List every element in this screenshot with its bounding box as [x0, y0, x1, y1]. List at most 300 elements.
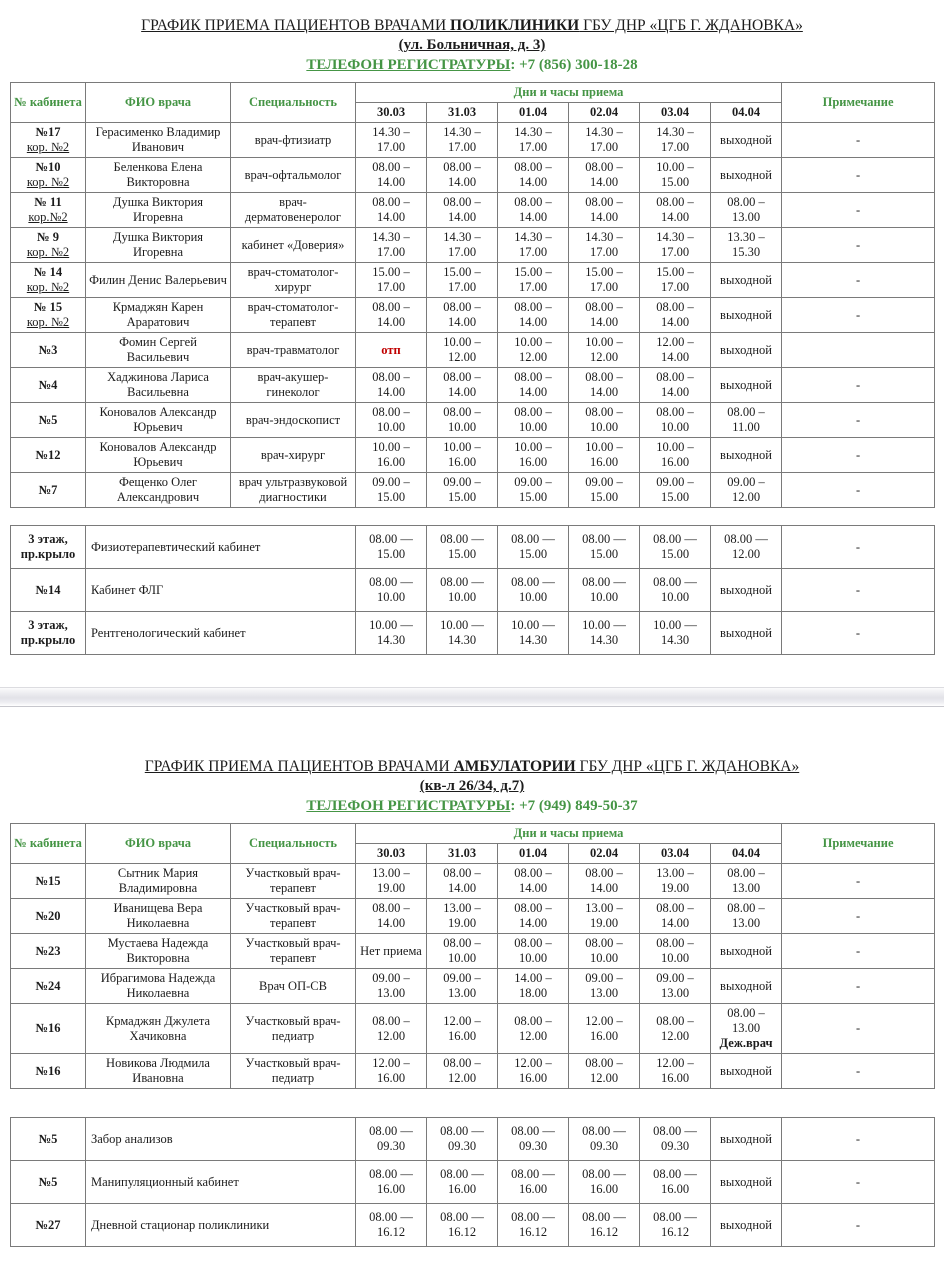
time-cell: 10.00 – 12.00: [498, 333, 569, 368]
time-cell: 12.00 – 16.00: [640, 1054, 711, 1089]
time-cell: 08.00 – 10.00: [427, 403, 498, 438]
schedule-row: [11, 1004, 935, 1054]
time-cell: 08.00 – 14.00: [498, 368, 569, 403]
date-header: 03.04: [640, 103, 711, 123]
time-cell: 15.00 – 17.00: [427, 263, 498, 298]
time-cell: 10.00 – 16.00: [640, 438, 711, 473]
schedule-row: [11, 228, 935, 263]
schedule-row: [11, 298, 935, 333]
room-name-cell: Физиотерапевтический кабинет: [86, 526, 356, 569]
schedule-row: [11, 1118, 935, 1161]
doctor-cell: Фещенко Олег Александрович: [86, 473, 231, 508]
time-cell: 15.00 – 17.00: [640, 263, 711, 298]
time-cell: 13.00 – 19.00: [569, 899, 640, 934]
time-cell: 08.00 — 09.30: [569, 1118, 640, 1161]
doctor-cell: Сытник Мария Владимировна: [86, 864, 231, 899]
time-cell: 10.00 – 15.00: [640, 158, 711, 193]
cabinet-number: №15: [35, 873, 61, 888]
time-cell: 08.00 – 12.00: [569, 1054, 640, 1089]
note-cell: -: [782, 612, 935, 655]
time-cell: 08.00 — 10.00: [569, 569, 640, 612]
time-cell: 10.00 – 16.00: [569, 438, 640, 473]
header-note: Примечание: [782, 824, 935, 864]
doctor-cell: Душка Виктория Игоревна: [86, 228, 231, 263]
specialty-cell: врач-дерматовенеролог: [231, 193, 356, 228]
schedule-row: [11, 1054, 935, 1089]
time-cell: 08.00 – 14.00: [640, 193, 711, 228]
duty-doctor-note: Деж.врач: [719, 1036, 773, 1051]
time-cell: 08.00 — 10.00: [356, 569, 427, 612]
note-cell: -: [782, 969, 935, 1004]
time-cell: 09.00 – 12.00: [711, 473, 782, 508]
specialty-cell: Участковый врач-терапевт: [231, 934, 356, 969]
time-cell: 08.00 — 16.00: [498, 1161, 569, 1204]
header-cabinet: № кабинета: [11, 83, 86, 123]
time-cell: 08.00 – 14.00: [356, 193, 427, 228]
document-page-2: [0, 757, 944, 1247]
ambulatoria-schedule-table: [10, 823, 935, 1089]
registry-phone-label: ТЕЛЕФОН РЕГИСТРАТУРЫ: [306, 797, 511, 814]
note-cell: -: [782, 123, 935, 158]
header-days: Дни и часы приема: [356, 824, 782, 844]
doctor-cell: Хаджинова Лариса Васильевна: [86, 368, 231, 403]
cabinet-cell: [11, 298, 86, 333]
ambulatoria-section-header: [10, 757, 934, 816]
time-cell: 08.00 – 14.00: [498, 298, 569, 333]
time-cell: 08.00 – 11.00: [711, 403, 782, 438]
note-cell: -: [782, 526, 935, 569]
time-cell: 08.00 — 10.00: [640, 569, 711, 612]
section-address: (ул. Больничная, д. 3): [398, 37, 546, 54]
time-cell: выходной: [711, 969, 782, 1004]
cabinet-korpus: кор. №2: [26, 280, 70, 295]
cabinet-number: №5: [38, 1174, 58, 1189]
cabinet-cell: [11, 193, 86, 228]
time-cell: 08.00 – 12.00: [427, 1054, 498, 1089]
time-cell: 08.00 – 10.00: [427, 934, 498, 969]
time-cell: 08.00 — 15.00: [427, 526, 498, 569]
specialty-cell: Участковый врач-терапевт: [231, 864, 356, 899]
time-cell: 14.00 – 18.00: [498, 969, 569, 1004]
note-cell: -: [782, 934, 935, 969]
date-header: 04.04: [711, 844, 782, 864]
time-cell: выходной: [711, 934, 782, 969]
note-cell: -: [782, 158, 935, 193]
cabinet-cell: [11, 1054, 86, 1089]
poliklinika-extra-body: [11, 526, 935, 655]
time-cell: 08.00 — 09.30: [498, 1118, 569, 1161]
table-header-row: [11, 83, 935, 103]
note-cell: -: [782, 864, 935, 899]
note-cell: [782, 333, 935, 368]
time-cell: 14.30 – 17.00: [498, 123, 569, 158]
time-cell: 09.00 – 15.00: [640, 473, 711, 508]
time-cell: 08.00 – 12.00: [640, 1004, 711, 1054]
time-cell: 08.00 – 13.00: [711, 899, 782, 934]
header-note: Примечание: [782, 83, 935, 123]
cabinet-korpus: пр.крыло: [20, 633, 76, 648]
room-name-cell: Манипуляционный кабинет: [86, 1161, 356, 1204]
cabinet-number: №27: [35, 1217, 61, 1232]
time-cell: Нет приема: [356, 934, 427, 969]
time-cell: 08.00 — 16.00: [640, 1161, 711, 1204]
date-header: 31.03: [427, 844, 498, 864]
time-text: 08.00 – 13.00: [727, 1006, 765, 1036]
time-text: отп: [381, 342, 401, 357]
schedule-row: [11, 1161, 935, 1204]
cabinet-cell: [11, 158, 86, 193]
doctor-cell: Мустаева Надежда Викторовна: [86, 934, 231, 969]
specialty-cell: кабинет «Доверия»: [231, 228, 356, 263]
section-title-suffix: ГБУ ДНР «ЦГБ Г. ЖДАНОВКА»: [575, 758, 800, 776]
schedule-row: [11, 1204, 935, 1247]
time-cell: 09.00 – 13.00: [356, 969, 427, 1004]
header-specialty: Специальность: [231, 824, 356, 864]
time-cell: 08.00 — 12.00: [711, 526, 782, 569]
time-cell: 10.00 – 16.00: [356, 438, 427, 473]
schedule-row: [11, 526, 935, 569]
note-cell: -: [782, 298, 935, 333]
time-cell: 08.00 – 13.00: [711, 864, 782, 899]
time-cell: 10.00 — 14.30: [569, 612, 640, 655]
note-cell: -: [782, 473, 935, 508]
time-cell: 08.00 – 10.00: [640, 934, 711, 969]
time-cell: 08.00 — 16.12: [498, 1204, 569, 1247]
note-cell: -: [782, 228, 935, 263]
time-cell: 08.00 – 14.00: [498, 193, 569, 228]
section-title: [10, 757, 934, 777]
schedule-row: [11, 193, 935, 228]
time-cell: 08.00 – 14.00: [569, 158, 640, 193]
note-cell: -: [782, 1161, 935, 1204]
time-cell: 08.00 – 14.00: [569, 193, 640, 228]
ambulatoria-extra-body: [11, 1118, 935, 1247]
time-cell: 12.00 – 16.00: [498, 1054, 569, 1089]
poliklinika-section-header: [10, 16, 934, 75]
section-title-prefix: ГРАФИК ПРИЕМА ПАЦИЕНТОВ ВРАЧАМИ: [144, 758, 454, 776]
date-header: 01.04: [498, 103, 569, 123]
time-cell: выходной: [711, 263, 782, 298]
registry-phone-label: ТЕЛЕФОН РЕГИСТРАТУРЫ: [306, 56, 511, 73]
note-cell: -: [782, 263, 935, 298]
cabinet-cell: [11, 899, 86, 934]
doctor-cell: Коновалов Александр Юрьевич: [86, 403, 231, 438]
time-cell: [711, 1004, 782, 1054]
header-cabinet: № кабинета: [11, 824, 86, 864]
schedule-row: [11, 864, 935, 899]
cabinet-number: №3: [38, 342, 58, 357]
doctor-cell: Коновалов Александр Юрьевич: [86, 438, 231, 473]
time-cell: 12.00 – 14.00: [640, 333, 711, 368]
header-doctor: ФИО врача: [86, 824, 231, 864]
time-cell: 10.00 – 12.00: [427, 333, 498, 368]
doctor-cell: Крмаджян Карен Араратович: [86, 298, 231, 333]
note-cell: -: [782, 193, 935, 228]
date-header: 30.03: [356, 103, 427, 123]
note-cell: -: [782, 1118, 935, 1161]
time-cell: 09.00 – 13.00: [640, 969, 711, 1004]
time-cell: 15.00 – 17.00: [356, 263, 427, 298]
schedule-row: [11, 934, 935, 969]
note-cell: -: [782, 569, 935, 612]
registry-phone: [10, 797, 934, 817]
time-cell: 08.00 — 16.00: [356, 1161, 427, 1204]
time-cell: 09.00 – 15.00: [427, 473, 498, 508]
schedule-row: [11, 368, 935, 403]
time-cell: 15.00 – 17.00: [569, 263, 640, 298]
doctor-cell: Иванищева Вера Николаевна: [86, 899, 231, 934]
time-cell: 08.00 – 10.00: [498, 934, 569, 969]
time-cell: 08.00 — 15.00: [640, 526, 711, 569]
cabinet-cell: [11, 569, 86, 612]
doctor-cell: Филин Денис Валерьевич: [86, 263, 231, 298]
time-cell: 15.00 – 17.00: [498, 263, 569, 298]
time-cell: 08.00 – 10.00: [356, 403, 427, 438]
time-cell: 08.00 – 14.00: [498, 864, 569, 899]
header-doctor: ФИО врача: [86, 83, 231, 123]
specialty-cell: врач-стоматолог-хирург: [231, 263, 356, 298]
ambulatoria-extra-table: [10, 1117, 935, 1247]
cabinet-cell: [11, 1118, 86, 1161]
cabinet-number: 3 этаж,: [28, 532, 68, 547]
schedule-row: [11, 403, 935, 438]
room-name-cell: Кабинет ФЛГ: [86, 569, 356, 612]
time-cell: 08.00 – 10.00: [569, 934, 640, 969]
time-cell: 08.00 – 14.00: [356, 298, 427, 333]
cabinet-number: №24: [35, 978, 61, 993]
cabinet-cell: [11, 934, 86, 969]
time-cell: выходной: [711, 1161, 782, 1204]
section-title-highlight: ПОЛИКЛИНИКИ: [450, 17, 580, 34]
cabinet-number: №5: [38, 1131, 58, 1146]
cabinet-cell: [11, 368, 86, 403]
time-cell: выходной: [711, 1204, 782, 1247]
time-cell: 13.00 – 19.00: [356, 864, 427, 899]
note-cell: -: [782, 368, 935, 403]
time-cell: 14.30 – 17.00: [427, 123, 498, 158]
doctor-cell: Беленкова Елена Викторовна: [86, 158, 231, 193]
doctor-cell: Крмаджян Джулета Хачиковна: [86, 1004, 231, 1054]
date-header: 31.03: [427, 103, 498, 123]
time-cell: 08.00 – 14.00: [427, 368, 498, 403]
cabinet-number: №17: [35, 125, 61, 140]
time-cell: 08.00 — 16.12: [356, 1204, 427, 1247]
cabinet-cell: [11, 864, 86, 899]
time-cell: 10.00 — 14.30: [427, 612, 498, 655]
schedule-row: [11, 263, 935, 298]
schedule-row: [11, 569, 935, 612]
cabinet-cell: [11, 526, 86, 569]
time-cell: 14.30 – 17.00: [569, 228, 640, 263]
time-cell: выходной: [711, 612, 782, 655]
time-cell: 14.30 – 17.00: [640, 123, 711, 158]
cabinet-korpus: кор. №2: [26, 245, 70, 260]
specialty-cell: врач-стоматолог-терапевт: [231, 298, 356, 333]
time-cell: 08.00 – 12.00: [498, 1004, 569, 1054]
cabinet-cell: [11, 969, 86, 1004]
time-cell: 08.00 — 10.00: [498, 569, 569, 612]
time-cell: 08.00 – 14.00: [498, 158, 569, 193]
header-specialty: Специальность: [231, 83, 356, 123]
registry-phone: [10, 56, 934, 76]
time-cell: 12.00 – 16.00: [356, 1054, 427, 1089]
time-cell: 14.30 – 17.00: [356, 123, 427, 158]
time-cell: 08.00 — 09.30: [427, 1118, 498, 1161]
time-cell: 09.00 – 13.00: [427, 969, 498, 1004]
time-cell: 14.30 – 17.00: [498, 228, 569, 263]
cabinet-cell: [11, 438, 86, 473]
time-cell: 14.30 – 17.00: [640, 228, 711, 263]
time-cell: 08.00 — 15.00: [498, 526, 569, 569]
specialty-cell: Врач ОП-СВ: [231, 969, 356, 1004]
time-cell: 08.00 – 14.00: [569, 864, 640, 899]
cabinet-cell: [11, 403, 86, 438]
time-cell: 08.00 – 14.00: [498, 899, 569, 934]
time-cell: 08.00 – 14.00: [356, 899, 427, 934]
cabinet-number: №16: [35, 1021, 61, 1036]
poliklinika-schedule-table: [10, 82, 935, 508]
time-cell: 08.00 – 10.00: [498, 403, 569, 438]
time-cell: 08.00 – 10.00: [569, 403, 640, 438]
time-cell: 08.00 — 09.30: [356, 1118, 427, 1161]
time-cell: 08.00 — 15.00: [356, 526, 427, 569]
registry-phone-number: : +7 (949) 849-50-37: [510, 797, 638, 814]
doctor-cell: Душка Виктория Игоревна: [86, 193, 231, 228]
time-cell: 09.00 – 15.00: [498, 473, 569, 508]
schedule-row: [11, 158, 935, 193]
cabinet-number: №4: [38, 377, 58, 392]
cabinet-number: № 11: [34, 195, 62, 210]
time-cell: 08.00 — 10.00: [427, 569, 498, 612]
time-cell: 08.00 – 14.00: [640, 899, 711, 934]
specialty-cell: Участковый врач-педиатр: [231, 1004, 356, 1054]
date-header: 02.04: [569, 103, 640, 123]
cabinet-number: № 15: [33, 300, 63, 315]
doctor-cell: Фомин Сергей Васильевич: [86, 333, 231, 368]
time-cell: выходной: [711, 158, 782, 193]
cabinet-number: 3 этаж,: [28, 618, 68, 633]
cabinet-cell: [11, 1204, 86, 1247]
time-cell: 13.30 – 15.30: [711, 228, 782, 263]
specialty-cell: Участковый врач-терапевт: [231, 899, 356, 934]
note-cell: -: [782, 1054, 935, 1089]
time-cell: 08.00 – 14.00: [640, 368, 711, 403]
date-header: 04.04: [711, 103, 782, 123]
cabinet-number: №14: [35, 582, 61, 597]
cabinet-korpus: кор.№2: [28, 210, 68, 225]
time-cell: 09.00 – 15.00: [356, 473, 427, 508]
time-cell: 08.00 – 10.00: [640, 403, 711, 438]
time-cell: 08.00 – 12.00: [356, 1004, 427, 1054]
time-cell: 08.00 – 14.00: [569, 298, 640, 333]
time-cell: 08.00 — 16.00: [427, 1161, 498, 1204]
time-cell: выходной: [711, 333, 782, 368]
time-cell: 10.00 — 14.30: [640, 612, 711, 655]
time-cell: 10.00 – 16.00: [498, 438, 569, 473]
time-cell: 08.00 – 13.00: [711, 193, 782, 228]
section-title-highlight: АМБУЛАТОРИИ: [453, 758, 576, 776]
time-cell: 10.00 – 16.00: [427, 438, 498, 473]
date-header: 30.03: [356, 844, 427, 864]
note-cell: -: [782, 899, 935, 934]
schedule-row: [11, 473, 935, 508]
time-cell: 12.00 – 16.00: [427, 1004, 498, 1054]
table-header-row: [11, 824, 935, 844]
time-cell: выходной: [711, 123, 782, 158]
specialty-cell: врач ультразвуковой диагностики: [231, 473, 356, 508]
time-cell: 08.00 — 15.00: [569, 526, 640, 569]
time-cell: выходной: [711, 368, 782, 403]
note-cell: -: [782, 403, 935, 438]
time-cell: 08.00 – 14.00: [356, 368, 427, 403]
cabinet-korpus: кор. №2: [26, 140, 70, 155]
section-title-suffix: ГБУ ДНР «ЦГБ Г. ЖДАНОВКА»: [579, 17, 803, 34]
time-cell: 08.00 – 14.00: [640, 298, 711, 333]
time-cell: 08.00 – 14.00: [427, 864, 498, 899]
time-cell: 10.00 — 14.30: [498, 612, 569, 655]
cabinet-number: № 14: [33, 265, 63, 280]
cabinet-cell: [11, 1161, 86, 1204]
cabinet-number: №5: [38, 412, 58, 427]
time-cell: 14.30 – 17.00: [356, 228, 427, 263]
note-cell: -: [782, 1204, 935, 1247]
time-cell: 08.00 – 14.00: [427, 298, 498, 333]
time-cell: 08.00 — 09.30: [640, 1118, 711, 1161]
time-cell: 10.00 – 12.00: [569, 333, 640, 368]
date-header: 02.04: [569, 844, 640, 864]
time-cell: 08.00 – 14.00: [427, 193, 498, 228]
cabinet-korpus: пр.крыло: [20, 547, 76, 562]
specialty-cell: врач-эндоскопист: [231, 403, 356, 438]
poliklinika-table-body: [11, 123, 935, 508]
doctor-cell: Новикова Людмила Ивановна: [86, 1054, 231, 1089]
time-cell: 08.00 – 14.00: [356, 158, 427, 193]
specialty-cell: Участковый врач-педиатр: [231, 1054, 356, 1089]
date-header: 01.04: [498, 844, 569, 864]
cabinet-cell: [11, 612, 86, 655]
cabinet-cell: [11, 473, 86, 508]
time-cell: 09.00 – 15.00: [569, 473, 640, 508]
time-cell: 08.00 – 14.00: [569, 368, 640, 403]
cabinet-number: №12: [35, 447, 61, 462]
time-cell: 10.00 — 14.30: [356, 612, 427, 655]
header-days: Дни и часы приема: [356, 83, 782, 103]
room-name-cell: Забор анализов: [86, 1118, 356, 1161]
doctor-cell: Ибрагимова Надежда Николаевна: [86, 969, 231, 1004]
time-cell: выходной: [711, 1054, 782, 1089]
cabinet-cell: [11, 1004, 86, 1054]
cabinet-number: №23: [35, 943, 61, 958]
time-cell: выходной: [711, 438, 782, 473]
specialty-cell: врач-травматолог: [231, 333, 356, 368]
time-cell: 08.00 — 16.12: [640, 1204, 711, 1247]
time-cell: 13.00 – 19.00: [640, 864, 711, 899]
specialty-cell: врач-офтальмолог: [231, 158, 356, 193]
schedule-row: [11, 612, 935, 655]
ambulatoria-table-body: [11, 864, 935, 1089]
doctor-cell: Герасименко Владимир Иванович: [86, 123, 231, 158]
schedule-row: [11, 969, 935, 1004]
time-cell: выходной: [711, 569, 782, 612]
time-cell: выходной: [711, 298, 782, 333]
specialty-cell: врач-хирург: [231, 438, 356, 473]
time-cell: 08.00 – 14.00: [427, 158, 498, 193]
note-cell: -: [782, 438, 935, 473]
cabinet-cell: [11, 263, 86, 298]
time-cell: 12.00 – 16.00: [569, 1004, 640, 1054]
time-cell: 14.30 – 17.00: [569, 123, 640, 158]
note-cell: -: [782, 1004, 935, 1054]
